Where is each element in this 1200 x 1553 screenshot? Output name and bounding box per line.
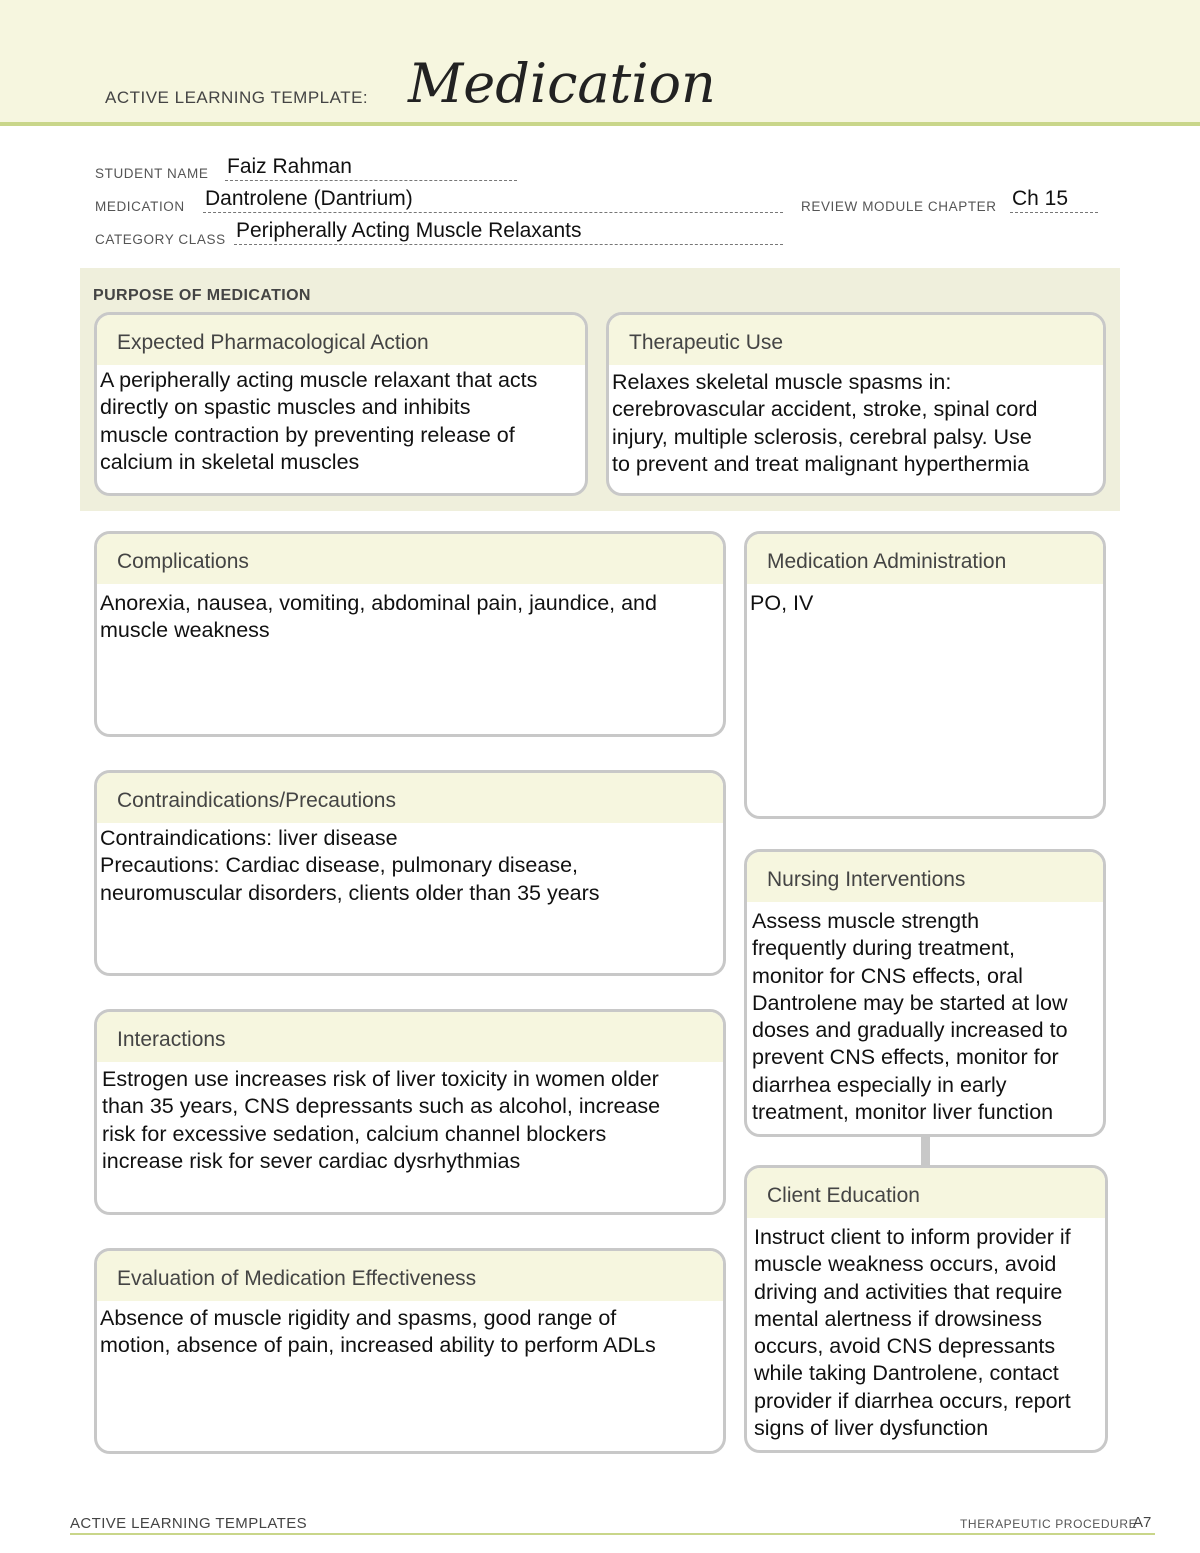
- category-class-label: CATEGORY CLASS: [95, 232, 226, 247]
- nursing-interventions-text[interactable]: [747, 902, 1103, 1126]
- page-title: Medication: [408, 52, 716, 115]
- complications-text[interactable]: [97, 584, 723, 645]
- text-line: while taking Dantrolene, contact: [754, 1361, 1059, 1386]
- student-name-value[interactable]: Faiz Rahman: [227, 155, 352, 178]
- text-line: Instruct client to inform provider if: [754, 1225, 1071, 1249]
- complications-box: [94, 531, 726, 737]
- text-line: Absence of muscle rigidity and spasms, good range of: [100, 1306, 617, 1330]
- medication-line: [203, 212, 783, 213]
- text-line: diarrhea especially in early: [752, 1072, 1007, 1097]
- evaluation-text[interactable]: [97, 1301, 723, 1360]
- review-chapter-value[interactable]: Ch 15: [1012, 187, 1069, 210]
- text-line: doses and gradually increased to: [752, 1018, 1068, 1043]
- interactions-box: [94, 1009, 726, 1215]
- text-line: muscle contraction by preventing release of: [100, 422, 515, 447]
- category-class-value[interactable]: Peripherally Acting Muscle Relaxants: [236, 219, 582, 242]
- client-education-box: [744, 1165, 1108, 1453]
- text-line: directly on spastic muscles and inhibits: [100, 395, 471, 420]
- purpose-title: PURPOSE OF MEDICATION: [93, 287, 311, 304]
- footer-divider: [70, 1533, 1155, 1535]
- expected-action-text[interactable]: [97, 365, 585, 476]
- text-line: provider if diarrhea occurs, report: [754, 1388, 1071, 1413]
- footer-left-label: ACTIVE LEARNING TEMPLATES: [70, 1515, 307, 1532]
- text-line: increase risk for sever cardiac dysrhythmias: [102, 1148, 521, 1173]
- text-line: occurs, avoid CNS depressants: [754, 1334, 1056, 1359]
- evaluation-box: [94, 1248, 726, 1454]
- contraindications-box: [94, 770, 726, 976]
- text-line: than 35 years, CNS depressants such as alcohol, increase: [102, 1094, 661, 1119]
- administration-text[interactable]: [747, 584, 1103, 617]
- text-line: muscle weakness occurs, avoid: [754, 1252, 1057, 1277]
- text-line: calcium in skeletal muscles: [100, 449, 360, 474]
- text-line: motion, absence of pain, increased ability to perform ADLs: [100, 1333, 656, 1358]
- text-line: signs of liver dysfunction: [754, 1416, 989, 1441]
- text-line: Relaxes skeletal muscle spasms in:: [612, 370, 952, 394]
- box-connector: [921, 1136, 930, 1166]
- medication-value[interactable]: Dantrolene (Dantrium): [205, 187, 413, 210]
- client-education-text[interactable]: [747, 1218, 1105, 1442]
- review-chapter-line: [1010, 212, 1098, 213]
- administration-box: [744, 531, 1106, 819]
- text-line: driving and activities that require: [754, 1279, 1063, 1304]
- category-class-line: [234, 244, 783, 245]
- footer-right-label: THERAPEUTIC PROCEDURE: [960, 1517, 1138, 1531]
- text-line: cerebrovascular accident, stroke, spinal cord: [612, 397, 1038, 422]
- text-line: mental alertness if drowsiness: [754, 1306, 1042, 1331]
- therapeutic-use-heading: Therapeutic Use: [609, 315, 1103, 365]
- contraindications-text[interactable]: [97, 823, 723, 907]
- text-line: frequently during treatment,: [752, 936, 1015, 961]
- text-line: Anorexia, nausea, vomiting, abdominal pain, jaundice, and: [100, 591, 657, 615]
- student-name-label: STUDENT NAME: [95, 166, 209, 181]
- text-line: risk for excessive sedation, calcium channel blockers: [102, 1121, 607, 1146]
- nursing-interventions-heading: Nursing Interventions: [747, 852, 1103, 902]
- page-number: A7: [1133, 1514, 1152, 1531]
- text-line: prevent CNS effects, monitor for: [752, 1045, 1059, 1070]
- text-line: Assess muscle strength: [752, 909, 980, 933]
- interactions-text[interactable]: [97, 1062, 723, 1175]
- header-divider: [0, 122, 1200, 126]
- student-name-line: [225, 180, 517, 181]
- text-line: monitor for CNS effects, oral: [752, 963, 1023, 988]
- text-line: neuromuscular disorders, clients older than 35 years: [100, 880, 600, 905]
- nursing-interventions-box: [744, 849, 1106, 1137]
- text-line: to prevent and treat malignant hyperthermia: [612, 451, 1030, 476]
- text-line: PO, IV: [750, 591, 814, 615]
- text-line: muscle weakness: [100, 618, 270, 643]
- expected-action-box: [94, 312, 588, 496]
- text-line: Precautions: Cardiac disease, pulmonary disease,: [100, 853, 579, 878]
- evaluation-heading: Evaluation of Medication Effectiveness: [97, 1251, 723, 1301]
- review-chapter-label: REVIEW MODULE CHAPTER: [801, 199, 997, 214]
- medication-label: MEDICATION: [95, 199, 185, 214]
- text-line: A peripherally acting muscle relaxant that acts: [100, 368, 538, 392]
- complications-heading: Complications: [97, 534, 723, 584]
- therapeutic-use-text[interactable]: [609, 365, 1103, 478]
- administration-heading: Medication Administration: [747, 534, 1103, 584]
- template-label: ACTIVE LEARNING TEMPLATE:: [105, 88, 369, 107]
- interactions-heading: Interactions: [97, 1012, 723, 1062]
- therapeutic-use-box: [606, 312, 1106, 496]
- text-line: Contraindications: liver disease: [100, 826, 398, 850]
- text-line: Dantrolene may be started at low: [752, 990, 1068, 1015]
- text-line: injury, multiple sclerosis, cerebral palsy. Use: [612, 424, 1032, 449]
- contraindications-heading: Contraindications/Precautions: [97, 773, 723, 823]
- expected-action-heading: Expected Pharmacological Action: [97, 315, 585, 365]
- text-line: Estrogen use increases risk of liver toxicity in women older: [102, 1067, 659, 1091]
- text-line: treatment, monitor liver function: [752, 1100, 1054, 1125]
- client-education-heading: Client Education: [747, 1168, 1105, 1218]
